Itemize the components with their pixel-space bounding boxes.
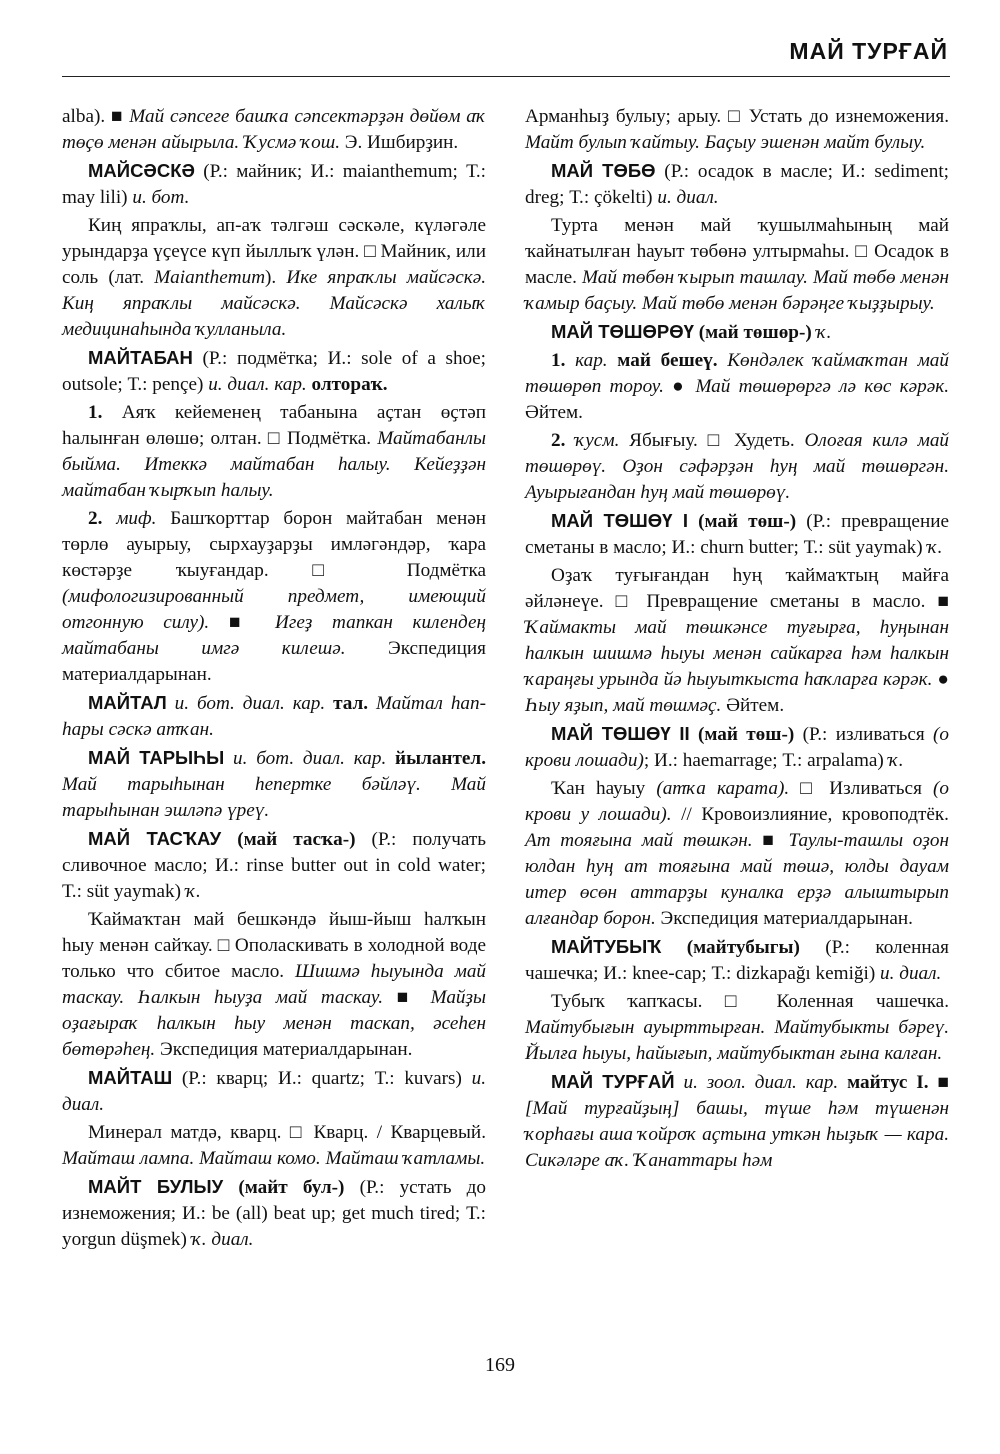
text: ●	[932, 669, 950, 690]
text: □ Изливаться	[789, 778, 934, 799]
definition	[525, 563, 949, 719]
translations: (Р.: устать до изнеможения; И.: be (all) beat up; get much tired; Т.: yorgun düşmek)	[62, 1177, 487, 1250]
sense-2	[525, 428, 949, 506]
headword-stem: (майт бул-)	[223, 1177, 345, 1198]
text: Киң япраҡлы, ап-аҡ тәлгәш сәскәле, күләгәле урындарҙа үҫеүсе күп йыллыҡ үлән. □ Майник, или соль (лат.	[62, 215, 486, 288]
definition	[525, 213, 949, 317]
gloss: (о крови лошади)	[525, 724, 949, 771]
cross-reference: май бешеү.	[607, 350, 718, 371]
cross-reference: майтус I.	[838, 1072, 929, 1093]
cross-reference: олтораҡ.	[306, 374, 388, 395]
example: Май тарыһынан һепертке бәйләү. Май тарыһынан эшләпә үреү.	[62, 774, 486, 821]
text: Оҙаҡ туғығандан һуң ҡаймаҡтың майға әйләнеүе. □ Превращение сметаны в масло. ■	[525, 565, 949, 612]
headword: МАЙ ТӨШӨҮ I	[551, 510, 689, 531]
grammar-label: и. бот. диал. кар.	[224, 748, 387, 769]
example: Ике япраҡлы майсәскә. Киң япраҡлы майсәскә. Майсәскә халыҡ медицинаһында ҡулланыла.	[62, 267, 487, 340]
definition	[525, 776, 949, 932]
grammar-label: и. зоол. диал. кар.	[674, 1072, 839, 1093]
sense-number: 2.	[551, 430, 566, 451]
example: Һыу яҙып, май төшмәҫ.	[525, 695, 722, 716]
latin-name: Maianthemum	[154, 267, 266, 288]
sense-number: 1.	[551, 350, 566, 371]
example: Майҙы оҙағыраҡ һалкын һыу менән таскап, әсеһен бөтөрәһең.	[62, 987, 486, 1060]
sense-1	[525, 348, 949, 426]
headword-stem: (май тасҡа-)	[221, 829, 356, 850]
translations: (Р.: превращение сметаны в масло; И.: churn butter; Т.: süt yaymak)	[525, 511, 949, 558]
running-head: МАЙ ТУРҒАЙ	[789, 38, 948, 64]
example: Майтабанлы быйма. Итеккә майтабан һалыу. Кейеҙҙән майтабан ҡырҡып һалыу.	[62, 428, 486, 501]
entry-headword-line	[62, 1065, 486, 1118]
grammar-label: ҡ.	[888, 750, 904, 771]
entry-headword-line	[525, 319, 949, 346]
source: Әйтем.	[721, 695, 785, 716]
grammar-label: и. диал.	[880, 963, 942, 984]
text: Ябығыу. □ Худеть.	[619, 430, 805, 451]
text: ■	[383, 987, 431, 1008]
headword: МАЙТАБАН	[88, 347, 193, 368]
example: Олоғая килә май төшөрөү. Оҙон сәфәрҙән һуң май төшөргән. Ауырығандан һуң май төшөрөү.	[525, 430, 950, 503]
definition	[62, 213, 486, 343]
grammar-label: и. диал. кар.	[208, 374, 307, 395]
grammar-label: ҡусм.	[565, 430, 620, 451]
headword-stem: (май төшөр-)	[693, 322, 812, 343]
translations: (Р.: осадок в масле; И.: sediment; dreg; Т.: çökelti)	[525, 161, 949, 208]
translations: (Р.: кварц; И.: quartz; Т.: kuvars)	[172, 1068, 472, 1089]
source: Экспедиция материалдарынан.	[155, 1039, 413, 1060]
example: Шишмә һыуында май таскау. Һалкын һыуҙа май таскау.	[62, 961, 487, 1008]
entry-headword-line	[525, 1069, 949, 1174]
text: ■	[209, 612, 275, 633]
definition	[62, 907, 486, 1063]
headword: МАЙ ТАРЫҺЫ	[88, 747, 225, 768]
source: Э. Ишбирҙин.	[340, 132, 459, 153]
text: ■	[752, 830, 789, 851]
sense-2	[62, 506, 486, 688]
grammar-label: и. бот.	[132, 187, 190, 208]
headword-stem: (май төш-)	[688, 511, 797, 532]
entry-continuation	[62, 104, 486, 156]
headword: МАЙТАШ	[88, 1067, 173, 1088]
sense-number: 1.	[88, 402, 103, 423]
translations: (Р.: подмётка; И.: sole of a shoe; outsole; Т.: pençe)	[62, 348, 486, 395]
text: Турта менән май ҡушылмаһының май ҡайнатылған һауыт төбөнә ултырмаһы. □ Осадок в масле.	[525, 215, 949, 288]
text: Ҡан һауыу	[551, 778, 657, 799]
translations: (Р.: изливаться	[794, 724, 934, 745]
entry-headword-line	[62, 345, 486, 398]
headword: МАЙТ БУЛЫУ	[88, 1176, 224, 1197]
example: Май сәпсеге башҡа сәпсектәрҙән дөйөм аҡ төҫө менән айырыла. Ҡусмә ҡош.	[62, 106, 486, 153]
sense-number: 2.	[88, 508, 103, 529]
source: Экспедиция материалдарынан.	[62, 638, 486, 685]
grammar-label: и. диал.	[62, 1068, 486, 1115]
text: Ҡаймаҡтан май бешкәндә йыш-йыш һалҡын һыу менән сайҡау. □ Ополаскивать в холодной воде только что сбитое масло.	[62, 909, 486, 982]
text: ).	[265, 267, 287, 288]
text: alba). ■	[62, 106, 130, 127]
gloss: (атҡа карата).	[656, 778, 790, 799]
entry-headword-line	[62, 690, 486, 743]
headword: МАЙ ТӨШӨҮ II	[551, 723, 690, 744]
grammar-label: кар.	[565, 350, 608, 371]
headword: МАЙТАЛ	[88, 692, 167, 713]
grammar-label: миф.	[102, 508, 157, 529]
cross-reference: йылантел.	[386, 748, 486, 769]
source: Экспедиция материалдарынан.	[655, 908, 913, 929]
example: Игеҙ тапкан килендең майтабаны имгә килешә.	[62, 612, 486, 659]
definition	[525, 104, 949, 156]
entry-headword-line	[62, 1174, 486, 1253]
example: Май төшөрөргә лә көс кәрәк.	[695, 376, 949, 397]
example: Майташ лампа. Майташ комо. Майташ ҡатламы.	[62, 1148, 486, 1169]
text: Аяҡ кейеменең табанына аҫтан өҫтәп һалынған өлөшө; олтан. □ Подмётка.	[62, 402, 486, 449]
entry-headword-line	[525, 158, 949, 211]
text: // Кровоизлияние, кровоподтёк.	[671, 804, 949, 825]
text: Арманһыҙ булыу; арыу. □ Устать до изнеможения.	[525, 106, 949, 127]
entry-headword-line	[525, 934, 949, 987]
text: ●	[663, 376, 696, 397]
headword-stem: (майтубыгы)	[661, 937, 800, 958]
definition	[525, 989, 949, 1067]
translations: (Р.: получать сливочное масло; И.: rinse butter out in cold water; Т.: süt yaymak)	[62, 829, 486, 902]
example: Ат тояғына май төшкән.	[525, 830, 753, 851]
entry-headword-line	[62, 826, 486, 905]
entry-headword-line	[525, 721, 949, 774]
translations: ; И.: haemarrage; Т.: arpalama)	[643, 750, 889, 771]
example: Көндәлек ҡаймаҡтан май төшөрөп тороу.	[525, 350, 949, 397]
headword: МАЙСӘСКӘ	[88, 160, 195, 181]
example: Майтал һап-һары сәскә атҡан.	[62, 693, 486, 740]
grammar-label: ҡ. диал.	[191, 1229, 254, 1250]
definition	[62, 1120, 486, 1172]
grammar-label: ҡ.	[185, 881, 201, 902]
header-rule	[62, 76, 950, 77]
text: Минерал матдә, кварц. □ Кварц. / Кварцевый.	[88, 1122, 486, 1143]
grammar-label: и. диал.	[657, 187, 719, 208]
translations: (Р.: коленная чашечка; И.: knee-cap; Т.: dizkapağı kemiği)	[525, 937, 949, 984]
headword: МАЙ ТӨБӨ	[551, 160, 656, 181]
headword: МАЙ ТӨШӨРӨҮ	[551, 321, 694, 342]
headword: МАЙ ТУРҒАЙ	[551, 1071, 675, 1092]
entry-headword-line	[62, 745, 486, 824]
sense-1	[62, 400, 486, 504]
grammar-label: ҡ.	[811, 322, 832, 343]
example: Май төбөн ҡырып ташлау. Май төбө менән ҡамыр баҫыу. Май төбө менән бәрәңге ҡыҙҙырыу.	[525, 267, 950, 314]
left-column	[62, 104, 486, 1255]
example: Майт булып ҡайтыу. Баҫыу эшенән майт булыу.	[525, 132, 926, 153]
example: Ҡаймакты май төшкәнсе туғырға, һуңынан һалкын шишмә һыуы менән сайкарға һәм һалкын ҡараңғы урында йә һыуыткыста һаҡларға кәрәк.	[525, 617, 949, 690]
cross-reference: тал.	[325, 693, 369, 714]
entry-headword-line	[525, 508, 949, 561]
gloss: (о крови у лошади).	[525, 778, 949, 825]
right-column	[525, 104, 949, 1176]
headword: МАЙТУБЫҠ	[551, 936, 662, 957]
grammar-label: ҡ.	[927, 537, 943, 558]
text: Башҡорттар борон майтабан менән төрлө ауырыу, сырхауҙарҙы имләгәндәр, ҡара көстәрҙе ҡыуғандар. □ Подмётка	[62, 508, 486, 581]
entry-headword-line	[62, 158, 486, 211]
page-number: 169	[485, 1354, 515, 1376]
example: Майтубығын ауырттырған. Майтубыкты бәреү. Йылға һыуы, һайығып, майтубыктан ғына калған.	[525, 1017, 949, 1064]
example: Таулы-ташлы оҙон юлдан һуң ат тояғына май төшә, юлды дауам итер өсөн аттарҙы куналка ерҙә алыштырып алғандар борон.	[525, 830, 949, 929]
gloss: (мифологизированный предмет, имеющий отгонную силу).	[62, 586, 486, 633]
translations: (Р.: майник; И.: maianthemum; Т.: may lili)	[62, 161, 486, 208]
example: [Май турғайҙың] башы, түше һәм түшенән ҡорһағы аша ҡойроҡ аҫтына уткән һыҙыҡ — кара. Сикәләре аҡ. Ҡанаттары һәм	[525, 1098, 949, 1171]
text: Тубыҡ ҡапҡасы. □ Коленная чашечка.	[551, 991, 949, 1012]
text: ■	[928, 1072, 949, 1093]
source: Әйтем.	[525, 402, 583, 423]
headword-stem: (май төш-)	[689, 724, 795, 745]
headword: МАЙ ТАСҠАУ	[88, 828, 222, 849]
grammar-label: и. бот. диал. кар.	[166, 693, 326, 714]
